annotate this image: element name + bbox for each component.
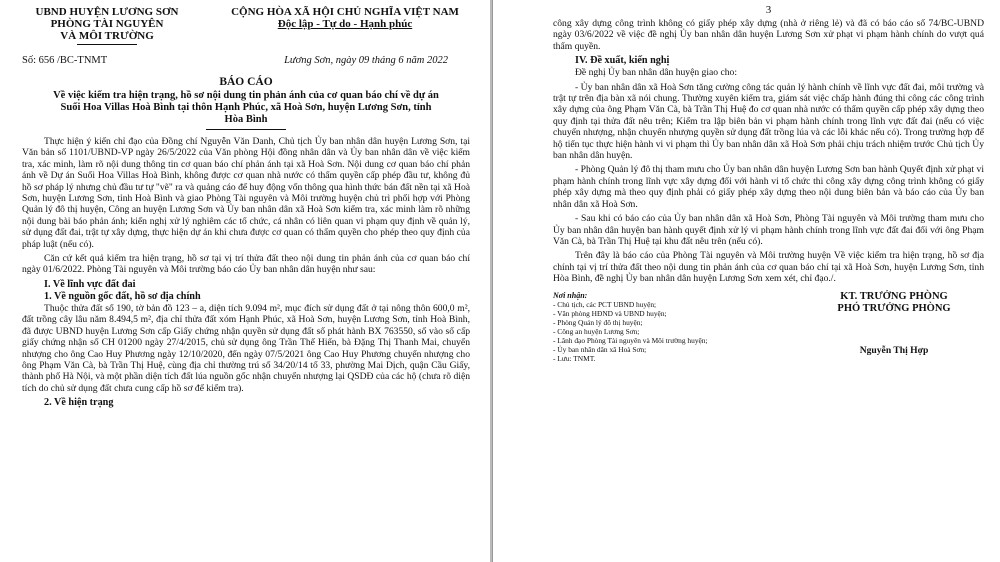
document-number: Số: 656 /BC-TNMT [22,55,108,66]
section-heading-4: IV. Đề xuất, kiến nghị [575,55,670,67]
paragraph-close: Trên đây là báo cáo của Phòng Tài nguyên và Môi trường huyện Về việc kiểm tra hiện trạng, hồ sơ địa chính tại vị trí thửa đất theo nội dung tin phản ánh của cơ quan báo chí tại xã Hoà Sơn, huyện Lương Sơn, tỉnh Hòa Bình, đề nghị Ủy ban nhân dân huyện Lương Sơn xem xét, chỉ đạo./. [553,250,984,285]
document-page-left [0,0,490,562]
agency-line-2: PHÒNG TÀI NGUYÊN [50,18,164,30]
document-title: BÁO CÁO [219,76,273,88]
recipient-item: - Công an huyện Lương Sơn; [553,326,640,336]
document-header [22,6,470,45]
recipient-item: - Văn phòng HĐND và UBND huyện; [553,308,667,318]
paragraph-intro: Đề nghị Ủy ban nhân dân huyện giao cho: [575,67,737,79]
bullet-3: - Sau khi có báo cáo của Ủy ban nhân dân xã Hoà Sơn, Phòng Tài nguyên và Môi trường tham mưu cho Ủy ban nhân dân huyện ban hành quyết định xử lý vi phạm hành chính trong lĩnh vực đất đai đối với ông Phạm Văn Cà, bà Trần Thị Huệ tại khu đất nêu trên (nếu có). [553,213,984,247]
subject-underline [206,129,286,130]
country-name: CỘNG HÒA XÃ HỘI CHỦ NGHĨA VIỆT NAM [231,6,459,18]
document-meta [22,55,470,66]
national-motto: Độc lập - Tự do - Hạnh phúc [277,18,413,30]
subsection-heading-1-2: 2. Về hiện trạng [44,397,114,409]
recipients-label: Nơi nhận: [553,290,588,300]
recipients-block [553,291,773,363]
paragraph-1: Thực hiện ý kiến chỉ đạo của Đồng chí Nguyễn Văn Danh, Chủ tịch Ủy ban nhân dân huyện Lương Sơn, tại Văn bản số 1101/UBND-VP ngày 26/5/2022 của Văn phòng Hội đồng nhân dân và Ủy ban nhân dân về việc kiểm tra, xác minh, làm rõ nội dung thông tin cơ quan báo chí phản ánh tại xã Hoà Sơn. Nội dung cơ quan báo chí phản ánh về Dự án Suối Hoa Villas Hoà Bình, không được cơ quan nhà nước có thẩm quyền cấp phép đầu tư, không đủ hồ sơ pháp lý nhưng chủ đầu tư tự "vẽ" ra và quảng cáo để huy động vốn thông qua hình thức bán đất nền tại xã Hoà Sơn, huyện Lương Sơn, tỉnh Hoà Bình và giao Phòng Tài nguyên và Môi trường huyện chủ trì phối hợp với Phòng Quản lý đô thị huyện, Công an huyện Lương Sơn và Ủy ban nhân dân xã Hoà Sơn kiểm tra, xác minh làm rõ những nội dung bài báo phản ánh; kiến nghị xử lý nghiêm các tổ chức, cá nhân có liên quan vi phạm quy định về quản lý, sử dụng đất đai, trật tự xây dựng, thực hiện dự án khi chưa được cơ quan có thẩm quyền cho phép theo quy định của pháp luật (nếu có). [22,136,471,250]
paragraph-3: Thuộc thửa đất số 190, tờ bản đồ 123 – a, diện tích 9.094 m², mục đích sử dụng đất ở tại nông thôn 600,0 m², đất trồng cây lâu năm 8.494,5 m², địa chỉ thửa đất xóm Hạnh Phúc, xã Hoà Sơn, huyện Lương Sơn, tỉnh Hoà Bình, đã được UBND huyện Lương Sơn cấp Giấy chứng nhận quyền sử dụng đất số phát hành BX 763550, số vào sổ cấp giấy chứng nhận số CH 01200 ngày 27/4/2015, chủ sử dụng ông Trần Thế Hiển, bà Đặng Thị Thanh Mai, chuyển nhượng cho ông Cao Huy Phương ngày 12/10/2020, đến ngày 07/5/2021 ông Cao Huy Phương chuyển nhượng cho ông Phạm Văn Cà, bà Trần Thị Huệ, cùng địa chỉ thường trú số 34/20/14 tổ 33, phường Mai Dịch, quận Cầu Giấy, thành phố Hà Nội, và một phần diện tích đất lúa nguồn gốc nhận chuyển nhượng lại QSDĐ của các hộ (chưa rõ diện tích do chủ sử dụng đất chưa cung cấp hồ sơ để kiểm tra). [22,302,470,394]
place-date: Lương Sơn, ngày 09 tháng 6 năm 2022 [284,55,448,66]
national-title [220,6,470,45]
page-number: 3 [765,4,772,16]
recipient-item: - Lãnh đạo Phòng Tài nguyên và Môi trường huyện; [553,335,708,345]
document-footer [553,291,984,363]
agency-line-3: VÀ MÔI TRƯỜNG [60,30,154,42]
section-heading-1: I. Về lĩnh vực đất đai [44,278,136,290]
signer-name: Nguyễn Thị Hợp [859,344,929,356]
recipient-item: - Ủy ban nhân dân xã Hoà Sơn; [553,344,647,354]
sign-title-1: KT. TRƯỞNG PHÒNG [840,290,948,302]
bullet-1: - Ủy ban nhân dân xã Hoà Sơn tăng cường công tác quản lý hành chính về lĩnh vực đất đai, môi trường và trật tự trên địa bàn xã nói chung. Thường xuyên kiểm tra, giám sát việc chấp hành đúng thi công các công trình xây dựng của ông Phạm Văn Cà, bà Trần Thị Huệ đo cơ quan nhà nước có thẩm quyền cấp phép xây dựng theo quy định tại thửa đất nêu trên; Kiểm tra lập biên bản vi phạm hành chính trong lĩnh vực đất đai (nếu có việc chuyển nhượng, nhận chuyển nhượng quyền sử dụng đất trồng lúa và các lỗi khác nếu có). Trong trường hợp để hộ tiến tục thực hiện hành vi vi phạm thì Ủy ban nhân dân xã Hoà Sơn phải chịu trách nhiệm trước Chủ tịch Ủy ban nhân dân huyện. [553,81,984,162]
sign-title-2: PHÓ TRƯỞNG PHÒNG [837,302,951,314]
bullet-2: - Phòng Quản lý đô thị tham mưu cho Ủy ban nhân dân huyện Lương Sơn ban hành Quyết định xử phạt vi phạm hành chính trong lĩnh vực xây dựng đối với hành vi tổ chức thi công xây dựng công trình không có giấy phép xây dựng mà theo quy định phải có giấy phép xây dựng theo nội dung biên bản và báo cáo của Ủy ban nhân dân xã Hoà Sơn. [553,164,984,210]
subsection-heading-1-1: 1. Về nguồn gốc đất, hồ sơ địa chính [44,290,201,302]
signature-block [804,291,984,363]
recipient-item: - Chủ tịch, các PCT UBND huyện; [553,299,657,309]
document-page-right [492,0,1000,562]
agency-underline [77,44,137,45]
recipient-item: - Lưu: TNMT. [553,353,596,363]
issuing-agency [22,6,192,45]
paragraph-2: Căn cứ kết quả kiểm tra hiện trạng, hồ sơ tại vị trí thửa đất theo nội dung tin phản ánh của cơ quan báo chí ngày 01/6/2022. Phòng Tài nguyên và Môi trường báo cáo Ủy ban nhân dân huyện như sau: [22,253,470,276]
agency-line-1: UBND HUYỆN LƯƠNG SƠN [35,6,179,18]
paragraph-top: công xây dựng công trình không có giấy phép xây dựng (nhà ở riêng lẻ) và đã có báo cáo số 74/BC-UBND ngày 03/6/2022 về việc đề nghị Ủy ban nhân dân huyện Lương Sơn xử phạt vi phạm hành chính do vượt quá thẩm quyền. [553,18,984,52]
document-subject: Về việc kiểm tra hiện trạng, hồ sơ nội dung tin phản ánh của cơ quan báo chí về dự án Suối Hoa Villas Hoà Bình tại thôn Hạnh Phúc, xã Hoà Sơn, huyện Lương Sơn, tỉnh Hòa Bình [53,90,439,125]
recipient-item: - Phòng Quản lý đô thị huyện; [553,317,643,327]
